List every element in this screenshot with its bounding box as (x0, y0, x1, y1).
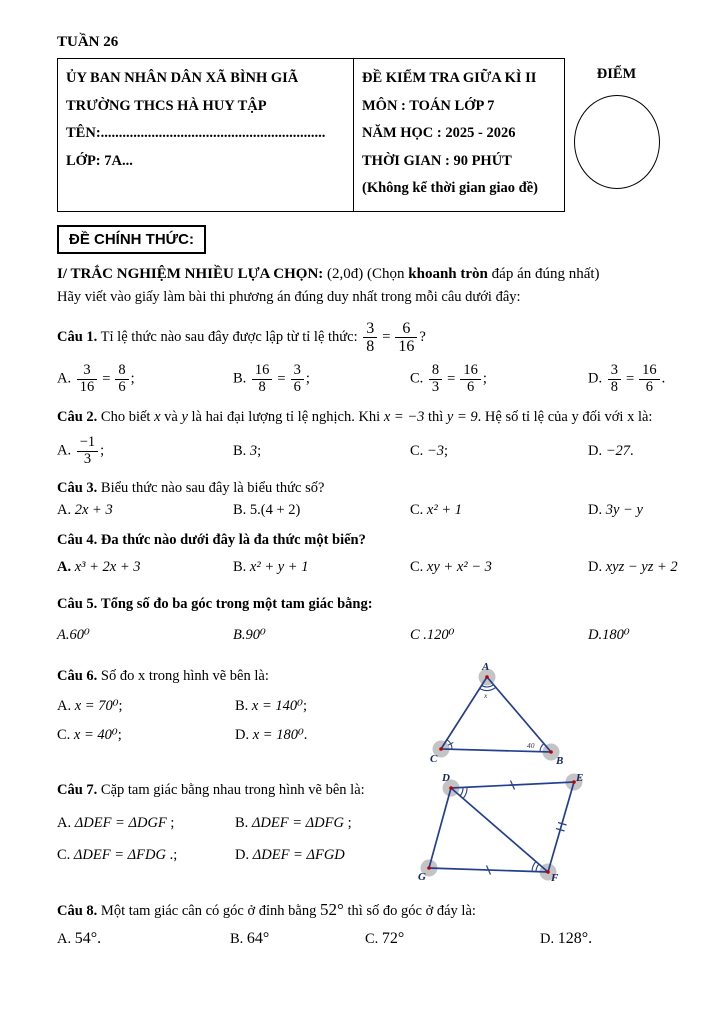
q2-option-a (57, 435, 233, 467)
option-letter: B. (235, 698, 249, 715)
vertex-dot-f (546, 870, 550, 874)
option-letter: D. (588, 558, 603, 575)
denominator: 6 (466, 378, 475, 395)
denominator: 8 (366, 338, 375, 355)
question-5-text (57, 594, 668, 614)
numerator: 3 (77, 363, 98, 380)
option-end: ; (118, 698, 123, 715)
question-6-label: Câu 6. (57, 668, 98, 685)
option-value: ΔDEF = ΔFDG (73, 847, 166, 864)
text-segment: là: (634, 408, 653, 425)
q3-option-d (588, 502, 668, 519)
fraction (639, 363, 660, 395)
question-5-stem: Tổng số đo ba góc trong một tam giác bằng: (100, 595, 373, 612)
option-value: −3 (426, 442, 444, 459)
section-1-instructions: Hãy viết vào giấy làm bài thi phương án đúng duy nhất trong mỗi câu dưới đây: (57, 288, 521, 305)
question-1-options (57, 363, 668, 395)
question-6-text (57, 666, 415, 686)
option-letter: C. (57, 847, 71, 864)
question-4-text (57, 530, 668, 550)
option-value: 54°. (74, 929, 102, 947)
question-6-stem: Số đo x trong hình vẽ bên là: (100, 668, 269, 685)
q7-option-a (57, 815, 235, 832)
text-segment: là hai đại lượng tỉ lệ nghịch. Khi (187, 408, 384, 425)
option-end: ; (482, 370, 487, 387)
option-letter: C. (410, 442, 424, 459)
exam-header (57, 58, 668, 212)
q6-option-a (57, 698, 235, 715)
question-7-content (57, 780, 415, 882)
fraction (460, 363, 481, 395)
variable-x: x (627, 408, 635, 425)
question-4 (57, 530, 678, 575)
numerator: −1 (77, 435, 98, 452)
question-7-label: Câu 7. (57, 782, 98, 799)
option-value: 64° (246, 929, 270, 947)
angle-x-label: x (484, 691, 488, 701)
q6-option-c (57, 727, 235, 744)
question-7-stem: Cặp tam giác bằng nhau trong hình vẽ bên là: (100, 782, 365, 799)
question-7-text (57, 780, 415, 800)
denominator: 6 (118, 378, 126, 395)
q1-option-d (588, 363, 668, 395)
option-value: 90⁰ (245, 627, 266, 644)
option-letter: B. (233, 370, 247, 387)
question-2 (57, 407, 668, 468)
option-letter: C . (410, 627, 427, 644)
option-letter: D. (588, 370, 603, 387)
option-letter: D. (235, 727, 250, 744)
question-6 (57, 661, 668, 767)
option-value: xyz − yz + 2 (605, 558, 678, 575)
vertex-dot-d (449, 786, 453, 790)
question-7-options-row-2 (57, 847, 415, 864)
text-segment: Cho biết (100, 408, 155, 425)
question-3-options (57, 502, 668, 519)
student-name-line: TÊN:.............................................................. (66, 125, 326, 142)
numerator: 8 (115, 363, 128, 380)
option-letter: A. (57, 698, 72, 715)
option-letter: A. (57, 502, 72, 519)
q5-option-c (410, 627, 588, 644)
option-end: . (630, 442, 634, 459)
variable-x: x (154, 408, 161, 425)
math-expression: y = 9 (446, 408, 478, 425)
equals-sign: = (102, 370, 111, 387)
denominator: 16 (398, 338, 415, 355)
school-info-cell (58, 59, 354, 211)
option-value: ΔDEF = ΔFGD (252, 847, 345, 864)
section-1-title-points: (2,0đ) (Chọn (323, 265, 409, 282)
org-line-2: TRƯỜNG THCS HÀ HUY TẬP (66, 97, 267, 114)
option-letter: C. (365, 930, 379, 947)
vertex-label-e: E (576, 772, 584, 785)
option-value: 72° (381, 929, 405, 947)
option-letter: D. (235, 847, 250, 864)
question-2-text (57, 407, 668, 427)
q5-option-b (233, 627, 410, 644)
vertex-dot-c (439, 747, 443, 751)
numerator: 16 (460, 363, 481, 380)
angle-arc-a-outer (480, 687, 496, 690)
question-5 (57, 594, 668, 644)
fraction (77, 363, 98, 395)
q1-option-c (410, 363, 588, 395)
question-7-options-row-1 (57, 815, 415, 832)
option-end: . (661, 370, 666, 387)
q4-option-a (57, 559, 233, 576)
fraction (115, 363, 128, 395)
question-8-text (57, 898, 668, 922)
equals-sign: = (277, 370, 286, 387)
option-end: ; (305, 370, 310, 387)
q6-option-d (235, 727, 415, 744)
option-letter: A. (57, 930, 72, 947)
numerator: 6 (395, 320, 417, 338)
angle-arc-d-outer (463, 787, 467, 798)
triangle-outline (441, 677, 551, 752)
option-value: xy + x² − 3 (426, 558, 492, 575)
option-end: ; (302, 698, 307, 715)
vertex-dot-b (549, 750, 553, 754)
q8-option-a (57, 930, 230, 948)
equals-sign: = (625, 370, 635, 387)
text-segment: thì (424, 408, 447, 425)
angle-arc-f-outer (532, 862, 536, 872)
option-end: ; (443, 442, 448, 459)
option-value: x³ + 2x + 3 (74, 558, 141, 575)
option-letter: C. (410, 502, 424, 519)
option-value: x = 40⁰ (73, 727, 118, 744)
option-letter: B. (235, 815, 249, 832)
option-letter: A. (57, 442, 72, 459)
option-value: ΔDEF = ΔDFG (251, 815, 344, 832)
q3-option-b (233, 502, 410, 519)
q8-option-d (540, 930, 668, 948)
option-letter: B. (233, 558, 247, 575)
question-3-stem: Biểu thức nào sau đây là biểu thức số? (100, 480, 325, 497)
option-letter: A. (57, 558, 72, 575)
question-5-options (57, 627, 668, 644)
numerator: 3 (363, 320, 377, 338)
vertex-dot-g (427, 866, 431, 870)
vertex-label-a: A (482, 661, 490, 674)
exam-year-line: NĂM HỌC : 2025 - 2026 (362, 125, 516, 142)
option-value: ΔDEF = ΔDGF (74, 815, 167, 832)
question-2-options (57, 435, 668, 467)
diagonal-df (451, 788, 548, 872)
denominator: 6 (293, 378, 301, 395)
org-line-1: ỦY BAN NHÂN DÂN XÃ BÌNH GIÃ (66, 70, 299, 86)
denominator: 3 (431, 378, 440, 395)
school-exam-table (57, 58, 565, 212)
option-letter: C. (57, 727, 71, 744)
q7-option-b (235, 815, 415, 832)
q3-option-a (57, 502, 233, 519)
fraction (252, 363, 273, 395)
score-area (565, 58, 668, 189)
numerator: 8 (429, 363, 442, 380)
question-1 (57, 320, 668, 396)
text-segment: Một tam giác cân có góc ở đỉnh bằng (100, 903, 320, 920)
official-exam-badge: ĐỀ CHÍNH THỨC: (57, 225, 206, 254)
q2-option-c (410, 443, 588, 460)
option-end: ; (100, 442, 105, 459)
vertex-label-b: B (556, 755, 564, 767)
option-value: 5.(4 + 2) (249, 502, 301, 519)
option-value: x = 70⁰ (74, 698, 119, 715)
option-end: . (303, 727, 308, 744)
option-letter: B. (233, 442, 247, 459)
section-1-title (57, 266, 668, 283)
vertex-label-c: C (430, 753, 438, 766)
option-value: 180⁰ (602, 627, 630, 644)
q2-option-d (588, 443, 668, 460)
option-letter: D. (588, 627, 603, 644)
question-6-options-row-1 (57, 698, 415, 715)
q4-option-b (233, 559, 410, 576)
question-3-text (57, 478, 668, 498)
option-value: 3 (249, 442, 258, 459)
option-letter: C. (410, 558, 424, 575)
denominator: 3 (83, 450, 92, 467)
q8-option-b (230, 930, 365, 948)
variable-y: y (181, 408, 188, 425)
q8-option-c (365, 930, 540, 948)
q1-option-a (57, 363, 233, 395)
denominator: 8 (258, 378, 266, 395)
q7-option-c (57, 847, 235, 864)
option-value: 3y − y (605, 502, 643, 519)
q6-option-b (235, 698, 415, 715)
denominator: 8 (610, 378, 618, 395)
question-1-text (57, 320, 668, 356)
numerator: 3 (291, 363, 304, 380)
option-end: .; (165, 847, 178, 864)
question-3 (57, 478, 668, 519)
question-8-options (57, 930, 668, 948)
question-1-label: Câu 1. (57, 328, 98, 345)
equals-sign: = (382, 328, 391, 345)
apex-angle-value: 52° (320, 900, 344, 920)
student-class-line: LỚP: 7A... (66, 152, 133, 169)
question-mark: ? (419, 328, 426, 345)
denominator: 16 (79, 378, 95, 395)
angle-arc-d-inner (460, 787, 463, 796)
option-end: ; (343, 815, 352, 832)
exam-note-line: (Không kể thời gian giao đề) (362, 180, 539, 197)
question-4-label: Câu 4. (57, 532, 98, 549)
option-value: x = 140⁰ (251, 698, 303, 715)
option-value: −27 (605, 442, 631, 459)
option-letter: A. (57, 627, 70, 644)
option-value: x = 180⁰ (252, 727, 304, 744)
fraction (429, 363, 442, 395)
vertex-label-f: F (551, 872, 559, 883)
question-8-label: Câu 8. (57, 903, 98, 920)
text-segment: thì số đo góc ở đáy là: (343, 903, 476, 920)
question-4-options (57, 558, 678, 576)
text-segment: và (160, 408, 182, 425)
exam-info-cell (354, 59, 564, 211)
score-ellipse (574, 95, 660, 189)
option-letter: B. (233, 627, 246, 644)
variable-y: y (571, 408, 579, 425)
option-letter: B. (233, 502, 247, 519)
question-3-label: Câu 3. (57, 480, 98, 497)
option-value: x² + y + 1 (249, 558, 309, 575)
exam-title-line: ĐỀ KIỂM TRA GIỮA KÌ II (362, 70, 537, 86)
question-8 (57, 898, 668, 948)
question-6-content (57, 666, 415, 766)
fraction (77, 435, 98, 467)
question-7 (57, 772, 668, 883)
section-1-title-main: I/ TRẮC NGHIỆM NHIỀU LỰA CHỌN: (57, 265, 324, 282)
q2-option-b (233, 443, 410, 460)
q1-option-b (233, 363, 410, 395)
q5-option-a (57, 627, 233, 644)
angle-arc-f-inner (536, 864, 539, 872)
vertex-label-d: D (442, 772, 450, 785)
section-1-title-rest: đáp án đúng nhất) (487, 265, 600, 282)
numerator: 16 (639, 363, 660, 380)
option-value: 120⁰ (426, 627, 455, 644)
fraction (291, 363, 304, 395)
numerator: 3 (608, 363, 621, 380)
question-4-stem: Đa thức nào dưới đây là đa thức một biến? (100, 532, 366, 549)
option-end: ; (130, 370, 135, 387)
option-value: x² + 1 (426, 502, 462, 519)
fraction (395, 320, 417, 356)
option-end: ; (166, 815, 175, 832)
triangle-figure (429, 660, 569, 766)
option-letter: D. (588, 442, 603, 459)
numerator: 16 (252, 363, 273, 380)
q3-option-c (410, 502, 588, 519)
question-2-label: Câu 2. (57, 408, 98, 425)
option-value: 2x + 3 (74, 502, 113, 519)
vertex-dot-a (485, 675, 489, 679)
score-label: ĐIỂM (596, 66, 637, 82)
exam-subject-line: MÔN : TOÁN LỚP 7 (362, 97, 495, 114)
vertex-label-g: G (418, 871, 426, 883)
option-value: 128°. (557, 929, 593, 947)
question-5-label: Câu 5. (57, 595, 98, 612)
question-6-options-row-2 (57, 727, 415, 744)
equals-sign: = (447, 370, 456, 387)
text-segment: đối với (578, 408, 628, 425)
text-segment: . Hệ số tỉ lệ của (477, 408, 572, 425)
q5-option-d (588, 627, 668, 644)
option-letter: B. (230, 930, 244, 947)
parallelogram-figure (417, 772, 587, 882)
option-end: ; (117, 727, 122, 744)
q4-option-c (410, 559, 588, 576)
option-letter: A. (57, 370, 72, 387)
math-expression: x = −3 (383, 408, 425, 425)
q4-option-d (588, 559, 678, 576)
option-letter: D. (588, 502, 603, 519)
fraction (608, 363, 621, 395)
option-letter: C. (410, 370, 424, 387)
option-letter: A. (57, 815, 72, 832)
q7-option-d (235, 847, 415, 864)
fraction (363, 320, 377, 356)
week-heading: TUẦN 26 (57, 34, 119, 50)
option-letter: D. (540, 930, 555, 947)
option-end: ; (257, 442, 262, 459)
section-1-title-circle: khoanh tròn (408, 265, 488, 282)
option-value: 60⁰ (69, 627, 90, 644)
denominator: 6 (645, 378, 654, 395)
exam-duration-line: THỜI GIAN : 90 PHÚT (362, 152, 512, 169)
angle-40-label: 40 (527, 741, 535, 751)
question-1-stem: Tỉ lệ thức nào sau đây được lập từ tỉ lệ thức: (100, 328, 358, 345)
